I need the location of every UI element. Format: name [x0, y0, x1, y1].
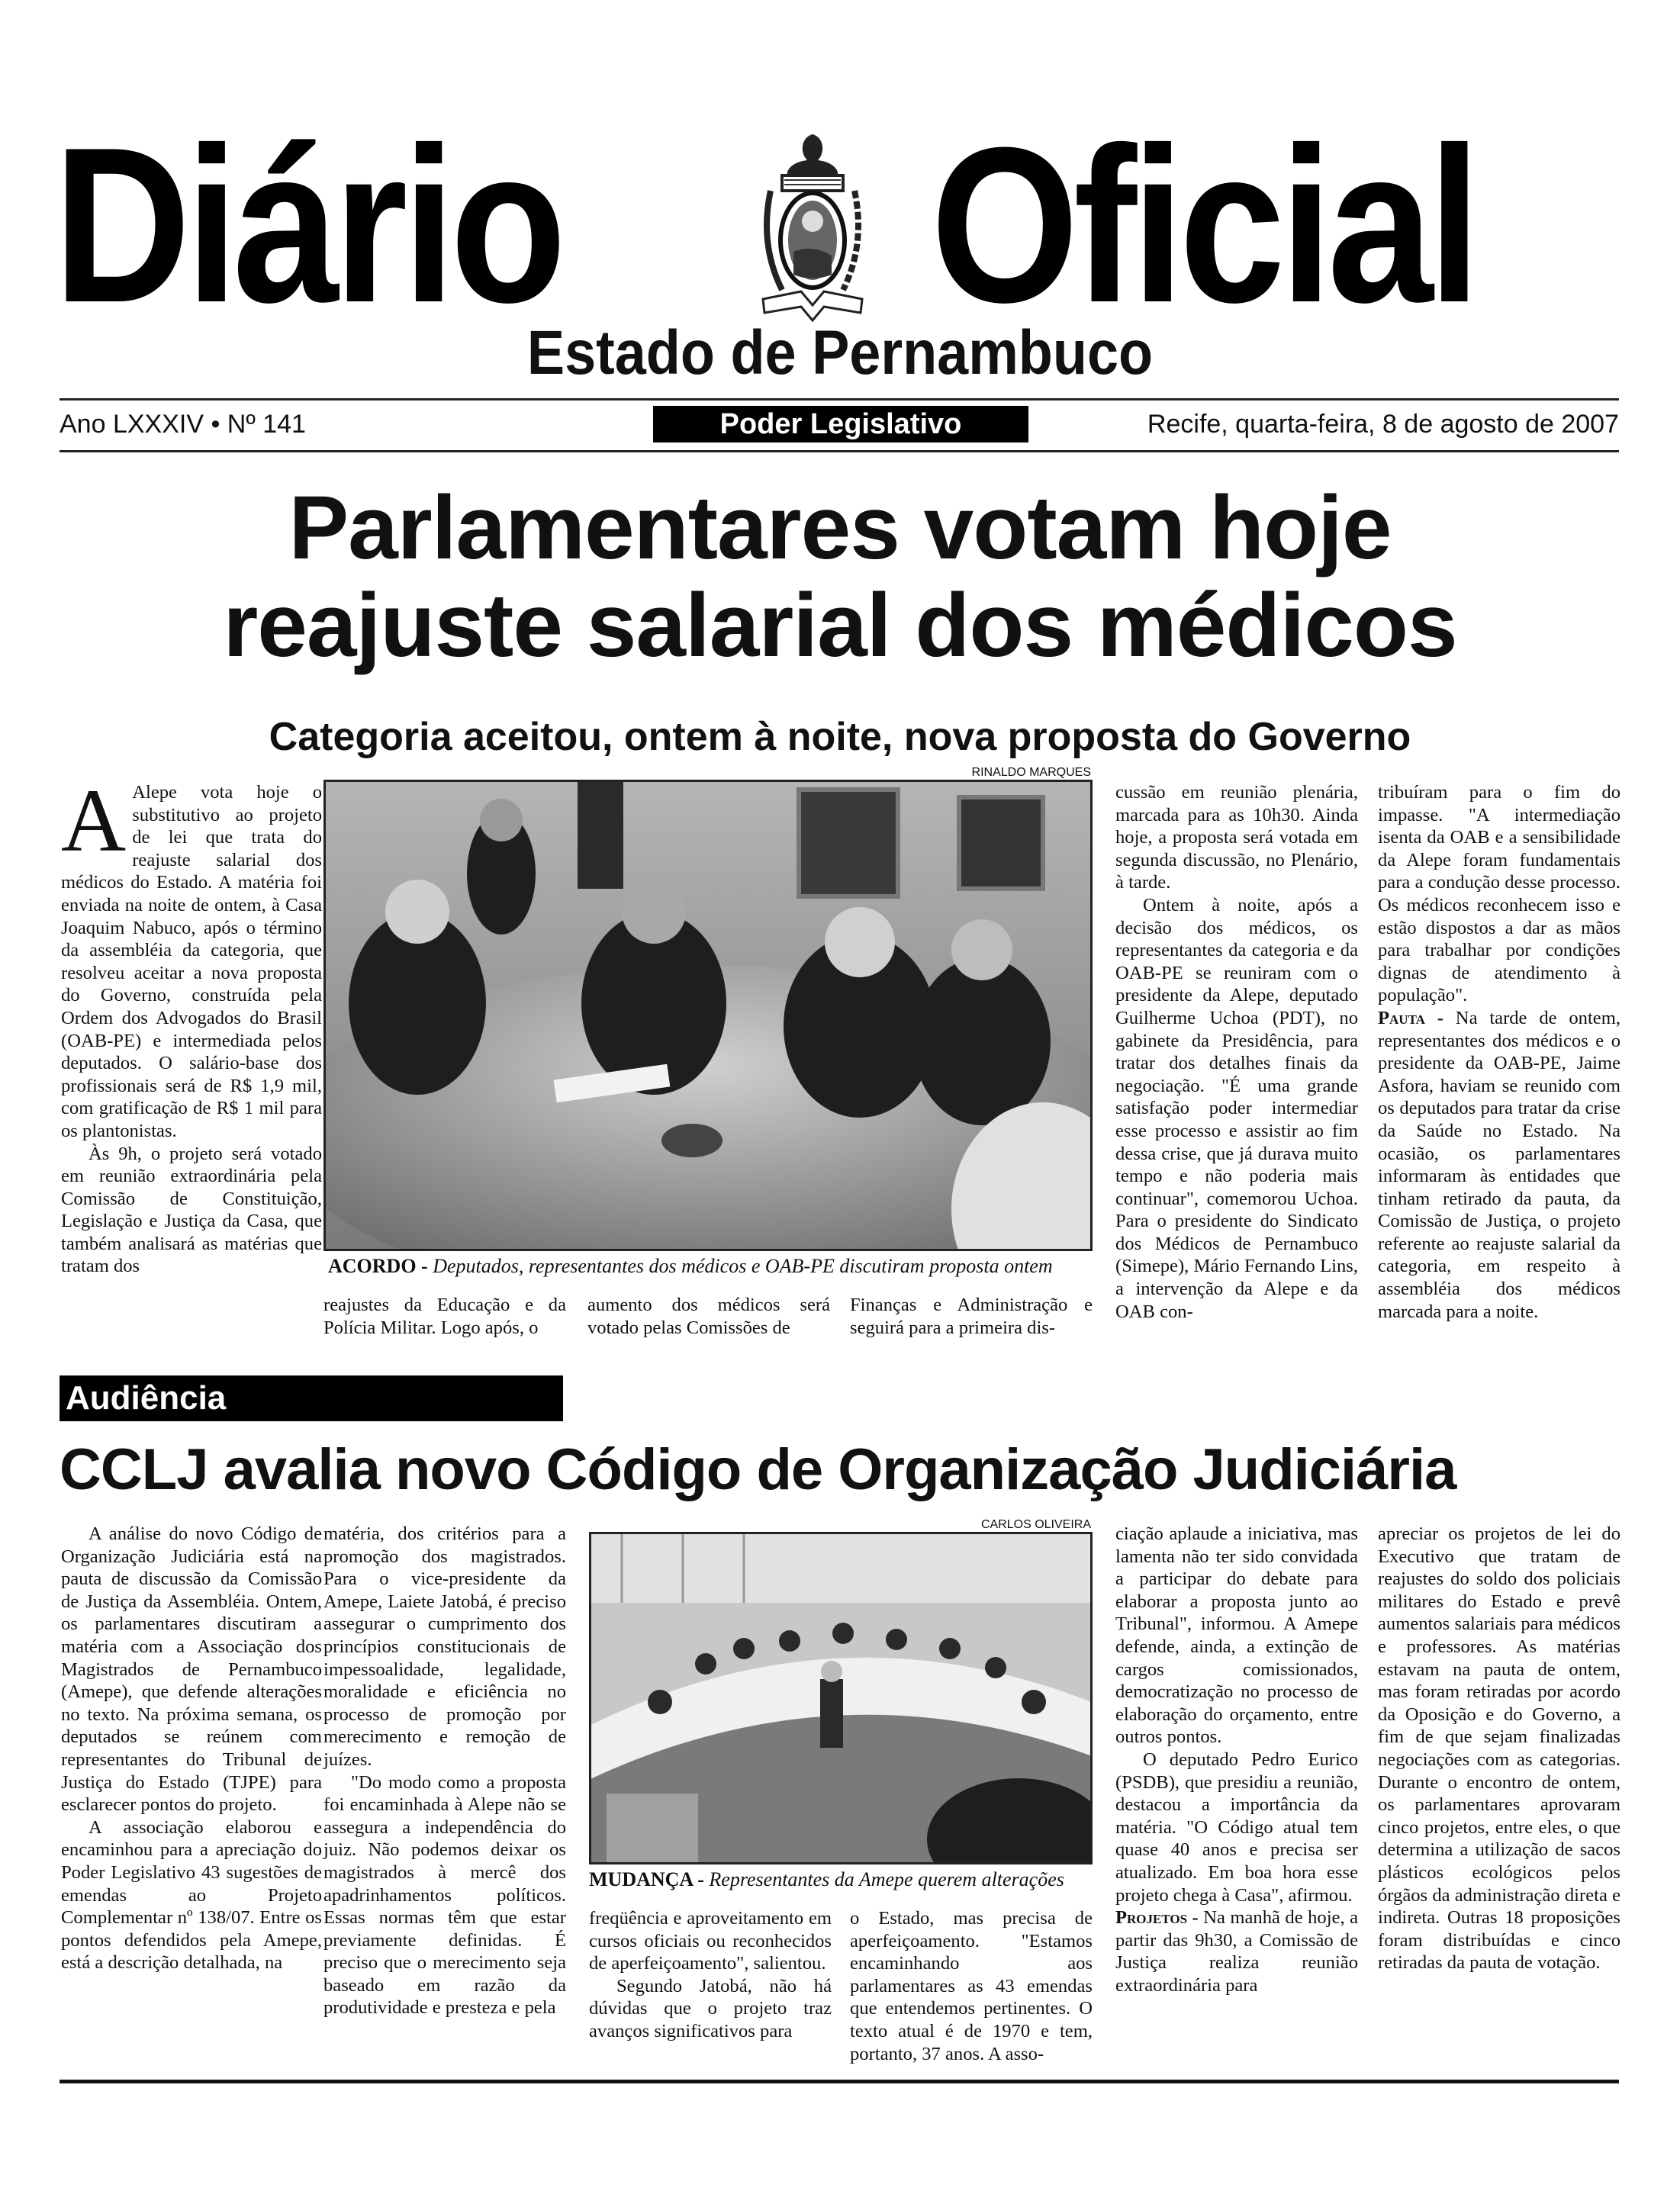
second-column-3: freqüência e aproveitamento em cursos oficiais ou reconhecidos de aperfeiçoamento", salientou. Segundo Jatobá, não há dúvidas que o projeto traz avanços significativos para [589, 1908, 832, 2041]
second-column-2: matéria, dos critérios para a promoção dos magistrados. Para o vice-presidente da Amepe, Laiete Jatobá, é preciso assegurar o cumprimento dos princípios constitucionais de impessoalidade, legalidade, moralidade e eficiência no processo de promoção por merecimento e remoção de juízes. "Do modo como a proposta foi encaminhada à Alepe não se assegura a independência do juiz. Não podemos deixar os magistrados à mercê dos apadrinhamentos políticos. Essas normas têm que estar previamente definidas. É preciso que o merecimento seja baseado em razão da produtividade e presteza e pela [323, 1523, 566, 2019]
masthead-rule-bottom [60, 450, 1619, 452]
plenary-photo[interactable] [589, 1532, 1093, 1864]
masthead-subtitle: Estado de Pernambuco [526, 318, 1154, 388]
lead-column-1 [61, 771, 322, 1278]
section-kicker: Audiência [60, 1375, 563, 1421]
lead-headline-line-1: Parlamentares votam hoje [288, 478, 1392, 578]
page-bottom-rule [60, 2080, 1619, 2083]
run-in-subhead: Projetos - [1115, 1907, 1199, 1929]
second-column-4: o Estado, mas precisa de aperfeiçoamento. "Estamos encaminhando aos parlamentares as 43 emendas que entendemos pertinentes. O texto atual é de 1970 e tem, portanto, 37 anos. A asso- [850, 1908, 1093, 2064]
masthead-title [53, 101, 1633, 349]
lead-headline-line-2: reajuste salarial dos médicos [223, 575, 1457, 676]
second-column-1: A análise do novo Código de Organização Judiciária está na pauta de discussão da Comissão de Justiça da Assembléia. Ontem, os parlamentares discutiram a matéria com a Associação dos Magistrados de Pernambuco (Amepe), que defende alterações no texto. Na próxima semana, os deputados se reúnem com representantes do Tribunal de Justiça do Estado (TJPE) para esclarecer pontos do projeto. A associação elaborou e encaminhou para a apreciação do Poder Legislativo 43 sugestões de emendas ao Projeto Complementar nº 138/07. Entre os pontos defendidos pela Amepe, está a descrição detalhada, na [61, 1523, 322, 1974]
lead-column-5: cussão em reunião plenária, marcada para as 10h30. Ainda hoje, a proposta será votada em segunda discussão, no Plenário, à tarde. Ontem à noite, após a decisão dos médicos, os representantes da categoria e da OAB-PE se reuniram com o presidente da Alepe, deputado Guilherme Uchoa (PDT), no gabinete da Presidência, para tratar dos detalhes finais da negociação. "É uma grande satisfação poder intermediar esse processo e assistir ao fim dessa crise, que já durava muito tempo e não poderia mais continuar", comemorou Uchoa. Para o presidente do Sindicato dos Médicos de Pernambuco (Simepe), Mário Fernando Lins, a intervenção da Alepe e da OAB con- [1115, 782, 1358, 1322]
caption-keyword: ACORDO - [328, 1255, 428, 1277]
lead-paragraph: A Alepe vota hoje o substitutivo ao projeto de lei que trata do reajuste salarial dos médicos do Estado. A matéria foi enviada na noite de ontem, à Casa Joaquim Nabuco, após o término da assembléia da categoria, que resolveu aceitar a nova proposta do Governo, construída pela Ordem dos Advogados do Brasil (OAB-PE) e intermediada pelos deputados. O salário-base dos profissionais será de R$ 1,9 mil, com gratificação de R$ 1 mil para os plantonistas. [61, 771, 322, 1141]
lead-photo-caption [328, 1255, 1053, 1278]
masthead-word-oficial: Oficial [931, 101, 1476, 349]
lead-column-2: reajustes da Educação e da Polícia Militar. Logo após, o [323, 1295, 566, 1338]
second-column-5: ciação aplaude a iniciativa, mas lamenta não ter sido convidada a participar do debate para elaborar a proposta junto ao Tribunal", informou. A Amepe defende, ainda, a extinção de cargos comissionados, democratização no processo de elaboração do orçamento, entre outros pontos. O deputado Pedro Eurico (PSDB), que presidiu a reunião, destacou a importância da matéria. "O Código atual tem quase 40 anos e precisa ser atualizado. Em boa hora esse projeto chega à Casa", afirmou. Projetos - Na manhã de hoje, a partir das 9h30, a Comissão de Justiça realiza reunião extraordinária para [1115, 1523, 1358, 1996]
run-in-subhead: Pauta - [1378, 1007, 1443, 1028]
caption-text: Deputados, representantes dos médicos e OAB-PE discutiram proposta ontem [433, 1255, 1053, 1277]
plenary-photo-illustration [591, 1534, 1090, 1862]
masthead-rule-top [60, 398, 1619, 401]
lead-column-4: Finanças e Administração e seguirá para a primeira dis- [850, 1295, 1093, 1338]
issue-number: Ano LXXXIV • Nº 141 [60, 410, 306, 439]
subhead-paragraph: Pauta - Na tarde de ontem, representantes dos médicos e o presidente da OAB-PE, Jaime Asfora, haviam se reunido com os deputados para tratar da crise da Saúde no Estado. Na ocasião, os parlamentares informaram às entidades que tinham retirado da pauta, da Comissão de Justiça, o projeto referente ao reajuste salarial da categoria, em respeito à assembléia dos médicos marcada para a noite. [1378, 1007, 1620, 1322]
second-column-6: apreciar os projetos de lei do Executivo que tratam de reajustes do soldo dos policiais militares do Estado e prevê aumentos salariais para médicos e professores. As matérias estavam na pauta de ontem, mas foram retiradas por acordo da Oposição e do Governo, a fim de que sejam finalizadas negociações com as categorias. Durante o encontro de ontem, os parlamentares aprovaram cinco projetos, entre eles, o que determina a utilização de sacos plásticos ecológicos pelos órgãos da administração direta e indireta. Outras 18 proposições foram distribuídas e cinco retiradas da pauta de votação. [1378, 1523, 1620, 1974]
photo-credit: CARLOS OLIVEIRA [980, 1518, 1091, 1531]
photo-credit: RINALDO MARQUES [971, 766, 1091, 779]
dateline: Recife, quarta-feira, 8 de agosto de 2007 [1147, 410, 1619, 439]
section-label: Poder Legislativo [653, 406, 1028, 442]
caption-keyword: MUDANÇA - [589, 1868, 704, 1890]
lead-paragraph: Às 9h, o projeto será votado em reunião extraordinária pela Comissão de Constituição, Legislação e Justiça da Casa, que também analisará as matérias que tratam dos [61, 1143, 322, 1277]
second-headline: CCLJ avalia novo Código de Organização Judiciária [60, 1437, 1456, 1502]
caption-text: Representantes da Amepe querem alterações [709, 1868, 1064, 1890]
meeting-photo[interactable] [323, 780, 1093, 1251]
lead-deck: Categoria aceitou, ontem à noite, nova proposta do Governo [269, 715, 1411, 759]
state-coat-of-arms-icon [740, 130, 885, 328]
lead-headline [31, 479, 1649, 674]
second-photo-caption [589, 1868, 1064, 1891]
lead-column-3: aumento dos médicos será votado pelas Comissões de [587, 1295, 830, 1338]
subhead-paragraph: Projetos - Na manhã de hoje, a partir das 9h30, a Comissão de Justiça realiza reunião extraordinária para [1115, 1907, 1358, 1996]
meeting-photo-illustration [326, 782, 1090, 1249]
masthead-word-diario: Diário [53, 101, 562, 349]
lead-column-6: tribuíram para o fim do impasse. "A intermediação isenta da OAB e a sensibilidade da Alepe foram fundamentais para a condução desse processo. Os médicos reconhecem isso e estão dispostos a dar as mãos para trabalhar por condições dignas de atendimento à população". Pauta - Na tarde de ontem, representantes dos médicos e o presidente da OAB-PE, Jaime Asfora, haviam se reunido com os deputados para tratar da crise da Saúde no Estado. Na ocasião, os parlamentares informaram às entidades que tinham retirado da pauta, da Comissão de Justiça, o projeto referente ao reajuste salarial da categoria, em respeito à assembléia dos médicos marcada para a noite. [1378, 782, 1620, 1322]
drop-cap: A [61, 771, 127, 870]
